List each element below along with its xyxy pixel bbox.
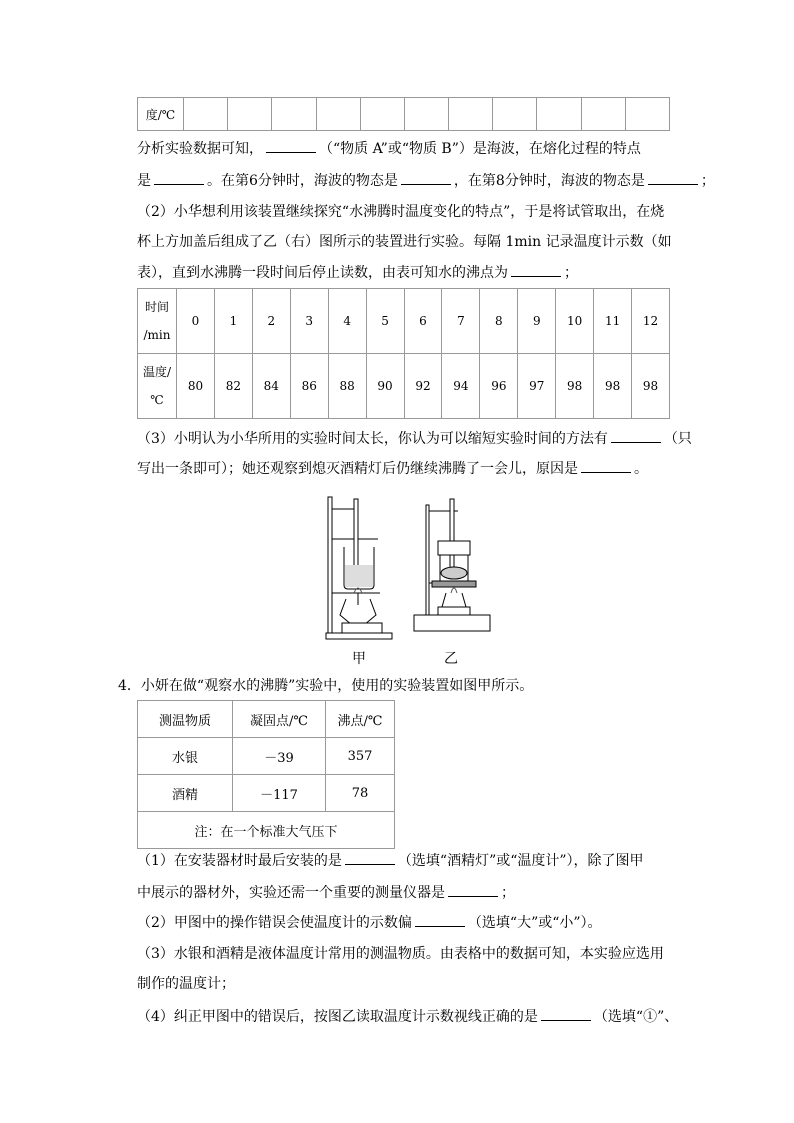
q4-intro: 4．小妍在做“观察水的沸腾”实验中，使用的实验装置如图甲所示。 xyxy=(118,678,534,694)
table-row xyxy=(138,775,395,812)
table-row xyxy=(138,701,395,738)
temp-cell: 92 xyxy=(404,354,442,419)
time-cell: 2 xyxy=(252,289,290,354)
row-label: 度/℃ xyxy=(138,98,184,131)
q3-p2-line1: （2）小华想利用该装置继续探究“水沸腾时温度变化的特点”，于是将试管取出，在烧 xyxy=(137,204,665,220)
q3-p2-line2: 杯上方加盖后组成了乙（右）图所示的装置进行实验。每隔 1min 记录温度计示数（如 xyxy=(137,234,672,250)
table-cell: －39 xyxy=(233,738,326,775)
table-row xyxy=(138,354,670,419)
table-row xyxy=(138,289,670,354)
table-row xyxy=(138,738,395,775)
time-cell: 10 xyxy=(556,289,594,354)
q3-p3-line1: （3）小明认为小华所用的实验时间太长，你认为可以缩短实验时间的方法有 （只 xyxy=(137,428,692,449)
header-cell: 凝固点/℃ xyxy=(233,701,326,738)
table-cell: －117 xyxy=(233,775,326,812)
header-cell: 测温物质 xyxy=(138,701,233,738)
time-cell: 8 xyxy=(480,289,518,354)
q4-p4: （4）纠正甲图中的错误后，按图乙读取温度计示数视线正确的是 （选填“①”、 xyxy=(137,1006,678,1027)
temp-cell: 86 xyxy=(290,354,328,419)
table-cell: 78 xyxy=(326,775,395,812)
temp-cell: 88 xyxy=(328,354,366,419)
setup-jia xyxy=(326,497,392,639)
temp-cell: 98 xyxy=(556,354,594,419)
temp-cell: 97 xyxy=(518,354,556,419)
time-cell: 5 xyxy=(366,289,404,354)
q3-p2-line3: 表），直到水沸腾一段时间后停止读数，由表可知水的沸点为 ； xyxy=(137,262,578,283)
temp-cell: 80 xyxy=(177,354,215,419)
time-cell: 6 xyxy=(404,289,442,354)
time-cell: 0 xyxy=(177,289,215,354)
top-table xyxy=(137,97,670,131)
q3-line1: 分析实验数据可知， （“物质 A”或“物质 B”）是海波，在熔化过程的特点 xyxy=(137,138,641,159)
temp-cell: 98 xyxy=(632,354,670,419)
time-cell: 7 xyxy=(442,289,480,354)
time-cell: 4 xyxy=(328,289,366,354)
temp-cell: 94 xyxy=(442,354,480,419)
apparatus-figure xyxy=(318,495,498,643)
temp-cell: 90 xyxy=(366,354,404,419)
caption-jia: 甲 xyxy=(352,651,366,667)
table-cell: 357 xyxy=(326,738,395,775)
table-cell: 水银 xyxy=(138,738,233,775)
time-header: 时间 /min xyxy=(138,289,177,354)
boiling-data-table xyxy=(137,288,670,419)
materials-table xyxy=(137,700,395,849)
time-cell: 3 xyxy=(290,289,328,354)
time-cell: 11 xyxy=(594,289,632,354)
temp-cell: 96 xyxy=(480,354,518,419)
time-cell: 1 xyxy=(214,289,252,354)
time-cell: 9 xyxy=(518,289,556,354)
q4-p1-line2: 中展示的器材外，实验还需一个重要的测量仪器是 ； xyxy=(137,882,515,903)
q3-p3-line2: 写出一条即可）；她还观察到熄灭酒精灯后仍继续沸腾了一会儿，原因是 。 xyxy=(137,458,648,479)
setup-yi xyxy=(414,499,490,631)
header-cell: 沸点/℃ xyxy=(326,701,395,738)
temp-cell: 82 xyxy=(214,354,252,419)
q4-p2: （2）甲图中的操作错误会使温度计的示数偏 （选填“大”或“小”）。 xyxy=(137,912,602,933)
q4-p3-line2: 制作的温度计； xyxy=(137,976,235,992)
table-cell: 酒精 xyxy=(138,775,233,812)
q4-p3-line1: （3）水银和酒精是液体温度计常用的测温物质。由表格中的数据可知，本实验应选用 xyxy=(137,946,664,962)
table-note: 注：在一个标准大气压下 xyxy=(138,812,395,849)
temp-cell: 98 xyxy=(594,354,632,419)
caption-yi: 乙 xyxy=(444,651,458,667)
q4-p1-line1: （1）在安装器材时最后安装的是 （选填“酒精灯”或“温度计”），除了图甲 xyxy=(137,850,644,871)
table-row xyxy=(138,98,670,131)
temp-header: 温度/ ℃ xyxy=(138,354,177,419)
time-cell: 12 xyxy=(632,289,670,354)
table-row xyxy=(138,812,395,849)
temp-cell: 84 xyxy=(252,354,290,419)
q3-line2: 是 。在第6分钟时，海波的物态是 ，在第8分钟时，海波的物态是 ； xyxy=(137,170,715,191)
